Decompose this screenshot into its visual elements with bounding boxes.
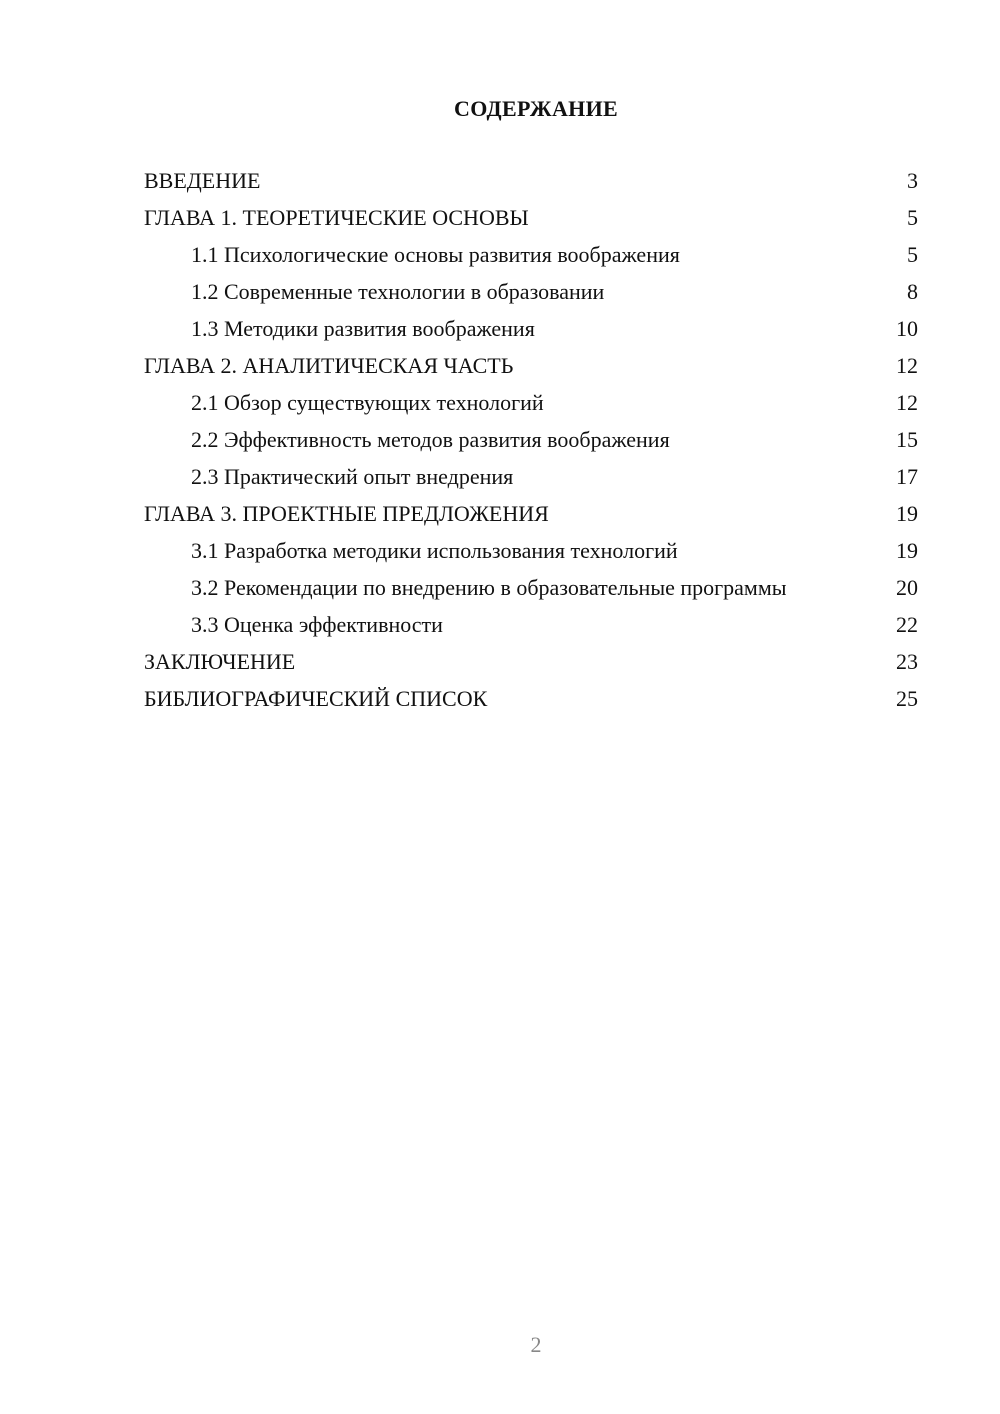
toc-entry-label: ГЛАВА 1. ТЕОРЕТИЧЕСКИЕ ОСНОВЫ [144, 205, 529, 230]
toc-entry-page: 20 [896, 575, 918, 600]
toc-entry-label: 2.3 Практический опыт внедрения [191, 464, 514, 489]
toc-entry-label: 3.3 Оценка эффективности [191, 612, 443, 637]
page-number: 2 [530, 1332, 542, 1357]
toc-subentry[interactable] [144, 575, 920, 601]
toc-entry-page: 19 [896, 538, 918, 563]
toc-entry-label: ВВЕДЕНИЕ [144, 168, 261, 193]
toc-subentry[interactable] [144, 390, 920, 416]
toc-subentry[interactable] [144, 316, 920, 342]
toc-entry-label: 3.1 Разработка методики использования технологий [191, 538, 678, 563]
toc-subentry[interactable] [144, 279, 920, 305]
toc-entry-page: 8 [907, 279, 918, 304]
toc-subentry[interactable] [144, 242, 920, 268]
toc-entry-page: 10 [896, 316, 918, 341]
toc-entry-label: 2.1 Обзор существующих технологий [191, 390, 544, 415]
toc-entry[interactable] [144, 501, 920, 527]
toc-entry-label: ГЛАВА 2. АНАЛИТИЧЕСКАЯ ЧАСТЬ [144, 353, 514, 378]
toc-entry-page: 22 [896, 612, 918, 637]
toc-entry-label: БИБЛИОГРАФИЧЕСКИЙ СПИСОК [144, 686, 488, 711]
toc-entry-page: 15 [896, 427, 918, 452]
toc-subentry[interactable] [144, 538, 920, 564]
toc-entry-label: 3.2 Рекомендации по внедрению в образовательные программы [191, 575, 787, 600]
toc-entry-label: 1.3 Методики развития воображения [191, 316, 535, 341]
toc-entry-label: 2.2 Эффективность методов развития воображения [191, 427, 670, 452]
toc-entry[interactable] [144, 168, 920, 194]
toc-entry-label: ЗАКЛЮЧЕНИЕ [144, 649, 296, 674]
toc-entry-label: 1.2 Современные технологии в образовании [191, 279, 605, 304]
toc-subentry[interactable] [144, 427, 920, 453]
toc-entry-page: 19 [896, 501, 918, 526]
toc-entry-page: 5 [907, 205, 918, 230]
toc-entry-page: 12 [896, 390, 918, 415]
toc-entry[interactable] [144, 205, 920, 231]
toc-entry[interactable] [144, 649, 920, 675]
toc-subentry[interactable] [144, 612, 920, 638]
toc-entry-page: 25 [896, 686, 918, 711]
toc-entry[interactable] [144, 686, 920, 712]
toc-entry-page: 17 [896, 464, 918, 489]
toc-entry-label: ГЛАВА 3. ПРОЕКТНЫЕ ПРЕДЛОЖЕНИЯ [144, 501, 549, 526]
table-of-contents [144, 168, 920, 723]
toc-entry-page: 5 [907, 242, 918, 267]
toc-entry-page: 3 [907, 168, 918, 193]
toc-entry-page: 23 [896, 649, 918, 674]
toc-entry-page: 12 [896, 353, 918, 378]
toc-subentry[interactable] [144, 464, 920, 490]
toc-entry-label: 1.1 Психологические основы развития воображения [191, 242, 680, 267]
toc-entry[interactable] [144, 353, 920, 379]
toc-title: СОДЕРЖАНИЕ [454, 96, 618, 121]
